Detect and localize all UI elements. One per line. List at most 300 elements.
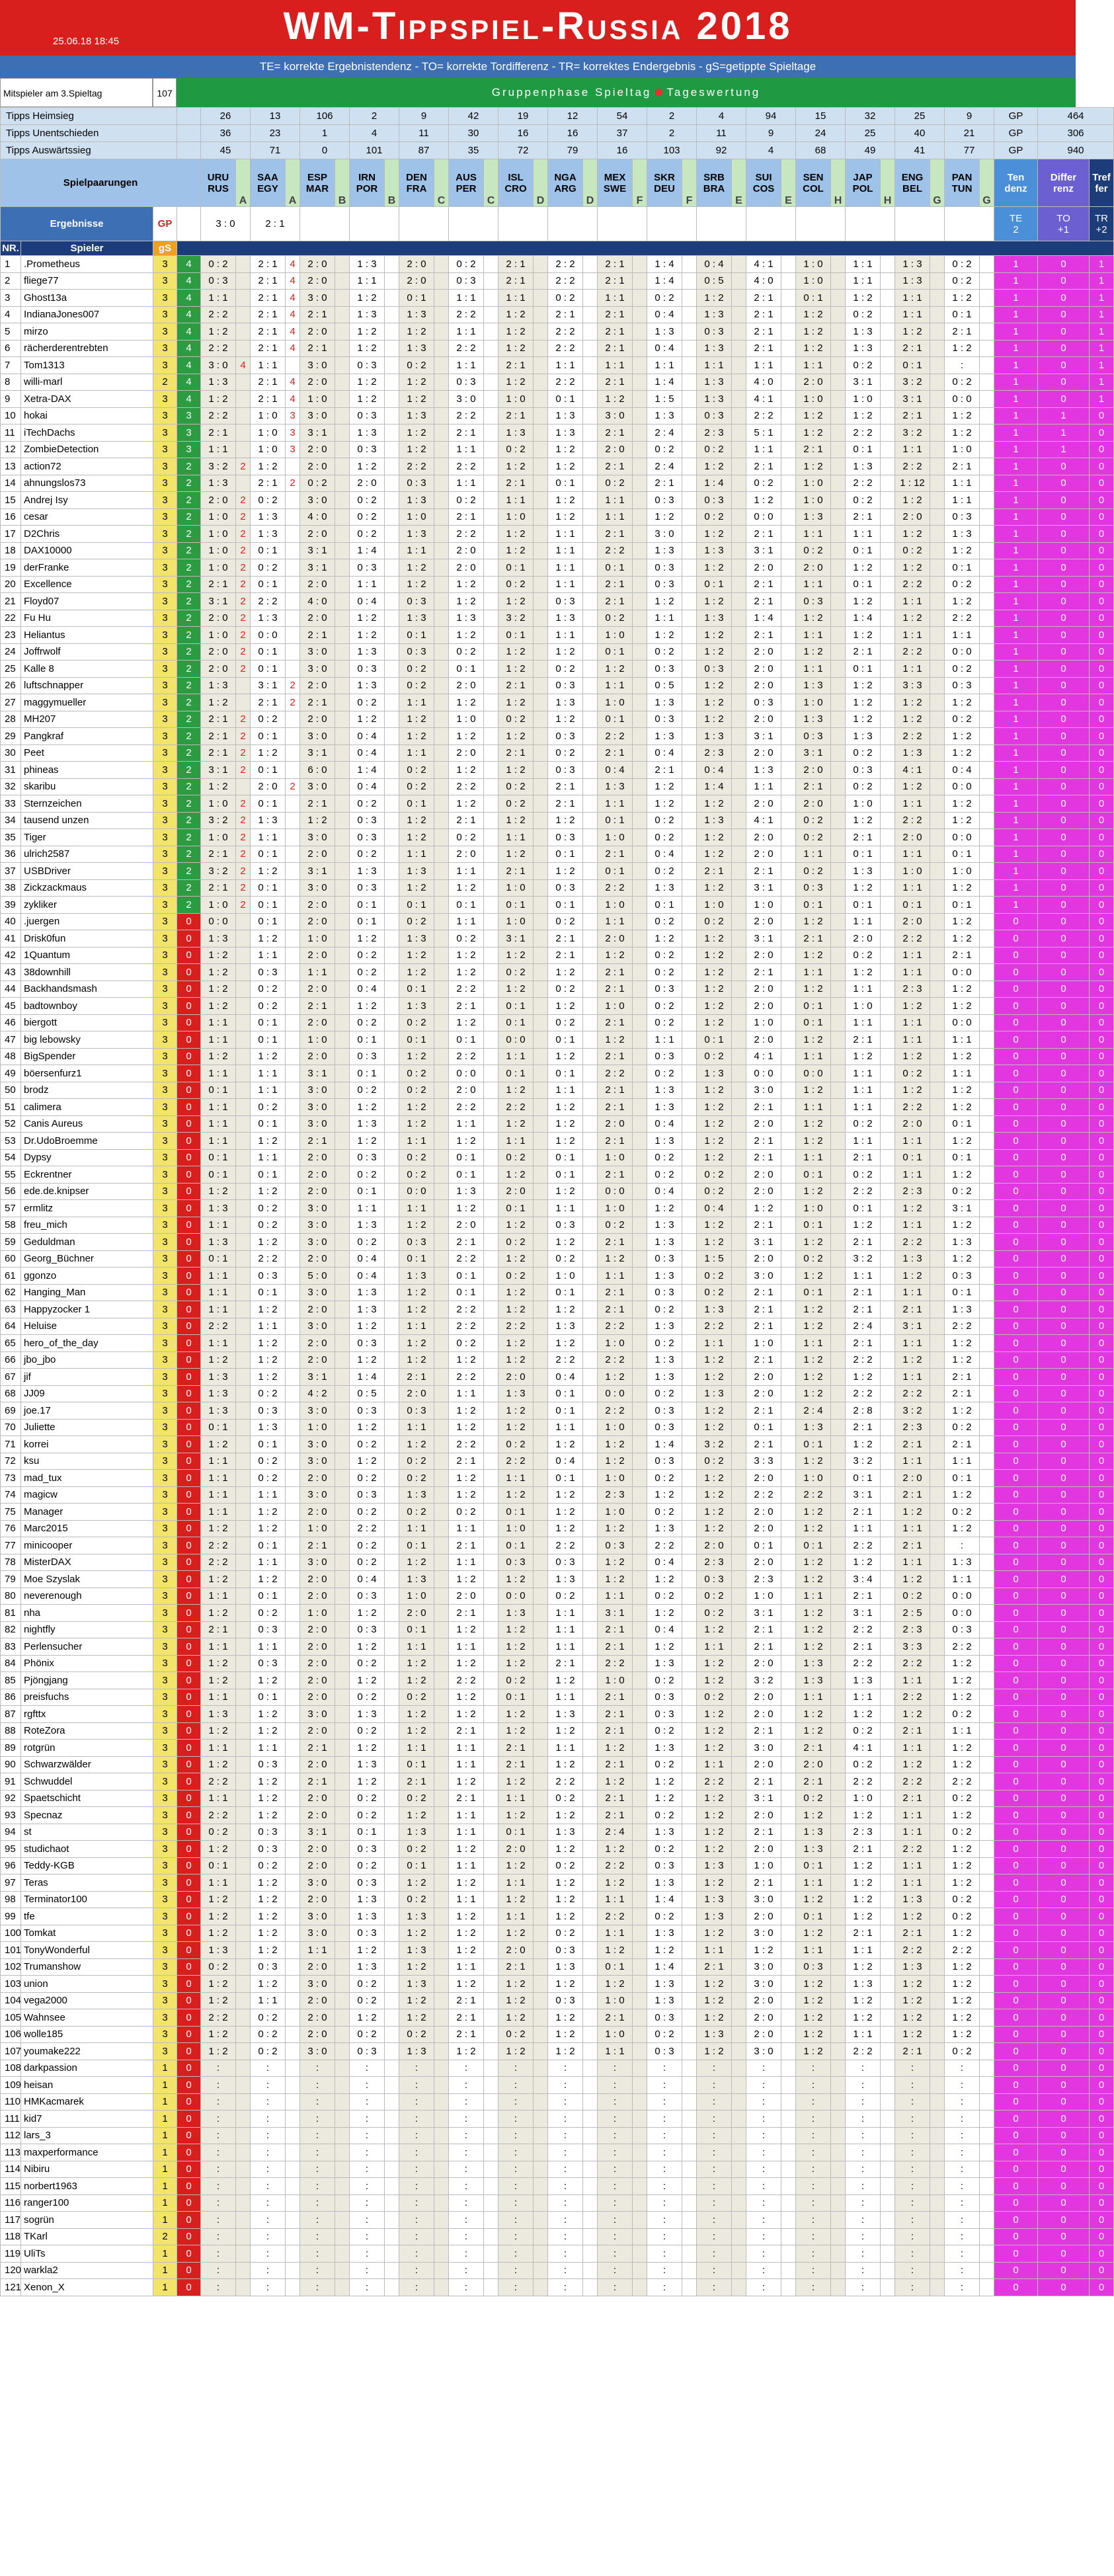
tipp-cell: 1 : 2: [697, 1082, 732, 1099]
tipp-cell: 1 : 2: [498, 1082, 534, 1099]
tipp-points: [434, 1655, 449, 1672]
tipp-points: [385, 1048, 399, 1065]
tr-score: 0: [1090, 1588, 1114, 1605]
tipp-cell: 1 : 3: [846, 863, 881, 880]
tipp-points: [534, 1351, 548, 1369]
tipp-points: [930, 1992, 945, 2009]
tipp-cell: 1 : 2: [945, 1672, 980, 1689]
tipp-points: [980, 1588, 994, 1605]
tipp-points: [930, 407, 945, 424]
tipp-cell: 0 : 2: [201, 1824, 236, 1841]
tipp-cell: 3 : 4: [846, 1571, 881, 1588]
tipp-points: [385, 1706, 399, 1723]
tipp-cell: 2 : 0: [300, 913, 335, 930]
tipp-points: [236, 947, 251, 964]
tipp-points: [434, 762, 449, 779]
player-gs: 1: [153, 2111, 177, 2128]
tipp-points: [980, 1942, 994, 1959]
tipp-points: [980, 1268, 994, 1285]
tipp-points: [385, 1099, 399, 1116]
tipp-points: [434, 913, 449, 930]
tipp-cell: :: [548, 2144, 583, 2161]
player-points: 3: [177, 441, 201, 458]
tipp-points: [335, 1149, 350, 1166]
tipp-cell: 1 : 2: [945, 2026, 980, 2043]
tipp-cell: 1 : 2: [498, 2043, 534, 2060]
tipp-cell: 1 : 1: [449, 913, 484, 930]
player-row: [1, 475, 1114, 492]
player-name: Dypsy: [21, 1149, 153, 1166]
tipp-points: [930, 1740, 945, 1757]
tipp-points: [534, 1385, 548, 1402]
match-pairing: [895, 159, 930, 207]
tipp-cell: 2 : 0: [300, 1807, 335, 1824]
tipp-cell: 0 : 1: [201, 1419, 236, 1436]
tipp-cell: 1 : 2: [895, 610, 930, 627]
tipp-points: [633, 1841, 647, 1858]
stat-value: 106: [300, 108, 350, 125]
tipp-cell: 2 : 2: [449, 306, 484, 323]
match-pairing: [746, 159, 781, 207]
tipp-cell: 0 : 0: [945, 1014, 980, 1031]
tipp-points: [633, 2245, 647, 2263]
tipp-cell: 1 : 2: [697, 711, 732, 728]
player-row: [1, 1250, 1114, 1268]
tipp-points: [633, 542, 647, 559]
tipp-cell: 2 : 0: [300, 1166, 335, 1184]
tipp-points: [980, 2077, 994, 2094]
tipp-cell: 3 : 0: [300, 1318, 335, 1335]
tipp-cell: 1 : 1: [895, 306, 930, 323]
tipp-cell: 1 : 1: [697, 1638, 732, 1656]
tipp-cell: 1 : 2: [945, 1520, 980, 1537]
tipp-points: [236, 1335, 251, 1352]
tipp-points: [286, 846, 300, 863]
tipp-cell: 1 : 3: [598, 778, 633, 795]
te-score: 0: [994, 913, 1038, 930]
tipp-cell: 3 : 0: [300, 1284, 335, 1301]
player-nr: 38: [1, 879, 21, 897]
tipp-cell: 1 : 2: [350, 1351, 385, 1369]
tipp-cell: 2 : 3: [598, 1486, 633, 1504]
tipp-cell: :: [548, 2245, 583, 2263]
tipp-points: [385, 1234, 399, 1251]
player-nr: 93: [1, 1807, 21, 1824]
tipp-points: [434, 1672, 449, 1689]
tipp-points: [236, 407, 251, 424]
tipp-cell: 1 : 3: [647, 728, 682, 745]
tipp-cell: 1 : 3: [697, 1857, 732, 1874]
tipp-cell: 2 : 1: [647, 475, 682, 492]
tipp-cell: 1 : 1: [846, 1065, 881, 1082]
tipp-points: [335, 643, 350, 661]
tipp-cell: 3 : 0: [647, 526, 682, 543]
player-points: 0: [177, 2161, 201, 2178]
tipp-cell: 1 : 2: [201, 1183, 236, 1200]
tipp-cell: :: [399, 2245, 434, 2263]
tipp-cell: 2 : 0: [746, 795, 781, 813]
tipp-cell: 1 : 2: [895, 492, 930, 509]
tipp-cell: 1 : 2: [697, 1722, 732, 1740]
tipp-points: [633, 1807, 647, 1824]
tipp-cell: 2 : 2: [598, 1402, 633, 1420]
tipp-points: [732, 1571, 746, 1588]
tipp-points: [286, 1706, 300, 1723]
tipp-cell: 1 : 2: [548, 1756, 583, 1773]
player-name: Juliette: [21, 1419, 153, 1436]
tipp-cell: 1 : 2: [251, 1335, 286, 1352]
player-points: 0: [177, 913, 201, 930]
tipp-points: [682, 829, 697, 846]
tipp-cell: 2 : 1: [746, 306, 781, 323]
tipp-points: [980, 677, 994, 694]
tipp-points: [881, 424, 895, 442]
tipp-cell: :: [945, 2228, 980, 2245]
tipp-points: [732, 1436, 746, 1453]
tipp-points: [385, 1756, 399, 1773]
tipp-points: [980, 1807, 994, 1824]
player-name: MisterDAX: [21, 1554, 153, 1571]
tipp-points: [831, 1942, 846, 1959]
tipp-points: [980, 2194, 994, 2212]
tipp-cell: :: [598, 2262, 633, 2279]
tipp-points: [881, 1031, 895, 1049]
tipp-cell: 0 : 3: [548, 762, 583, 779]
tipp-points: [484, 1048, 498, 1065]
player-points: 0: [177, 1351, 201, 1369]
tipp-points: [335, 1486, 350, 1504]
tipp-points: [881, 1655, 895, 1672]
player-nr: 85: [1, 1672, 21, 1689]
group-letter: A: [236, 159, 251, 207]
tipp-cell: 1 : 1: [895, 1874, 930, 1892]
player-gs: 3: [153, 357, 177, 374]
tipp-cell: 2 : 0: [300, 374, 335, 391]
tipp-cell: 1 : 2: [895, 2026, 930, 2043]
tipp-cell: 1 : 2: [796, 1453, 831, 1470]
tipp-points: [781, 981, 796, 998]
tipp-points: [534, 728, 548, 745]
tipp-points: [286, 1402, 300, 1420]
match-pairing: [350, 159, 385, 207]
tipp-points: [335, 542, 350, 559]
player-gs: 3: [153, 812, 177, 829]
te-score: 0: [994, 1217, 1038, 1234]
tipp-cell: 0 : 2: [846, 1115, 881, 1133]
tipp-points: [583, 879, 598, 897]
tipp-points: [732, 306, 746, 323]
tipp-points: [881, 1470, 895, 1487]
tipp-cell: 0 : 3: [647, 1857, 682, 1874]
player-nr: 27: [1, 694, 21, 711]
tipp-cell: 1 : 3: [399, 1268, 434, 1285]
tipp-points: [335, 1351, 350, 1369]
tipp-cell: 1 : 3: [399, 610, 434, 627]
tipp-cell: :: [498, 2060, 534, 2077]
player-gs: 3: [153, 1722, 177, 1740]
tipp-cell: 2 : 0: [846, 930, 881, 947]
tipp-points: [930, 1672, 945, 1689]
match-result: [548, 207, 598, 241]
tipp-cell: 0 : 2: [350, 1689, 385, 1706]
player-points: 0: [177, 1486, 201, 1504]
tipp-points: [881, 846, 895, 863]
tipp-cell: 2 : 0: [746, 1706, 781, 1723]
tipp-points: [484, 2228, 498, 2245]
tipp-cell: 1 : 1: [449, 290, 484, 307]
tipp-points: [980, 1284, 994, 1301]
to-score: 0: [1038, 1335, 1090, 1352]
tipp-cell: 2 : 0: [300, 1621, 335, 1638]
te-score: 1: [994, 694, 1038, 711]
tipp-points: [633, 1655, 647, 1672]
tipp-cell: 1 : 2: [251, 458, 286, 475]
tipp-points: [781, 424, 796, 442]
player-name: Wahnsee: [21, 2009, 153, 2027]
tipp-cell: 2 : 1: [598, 1706, 633, 1723]
tipp-cell: 0 : 3: [548, 829, 583, 846]
tipp-cell: 2 : 0: [300, 1250, 335, 1268]
to-score: 0: [1038, 677, 1090, 694]
tipp-points: [484, 1588, 498, 1605]
tipp-points: [286, 458, 300, 475]
tipp-points: [732, 424, 746, 442]
tipp-points: [781, 357, 796, 374]
tipp-points: [484, 2161, 498, 2178]
tipp-cell: :: [548, 2178, 583, 2195]
tipp-points: [930, 1048, 945, 1065]
tipp-points: [732, 2178, 746, 2195]
tipp-cell: 1 : 1: [895, 795, 930, 813]
tipp-cell: 0 : 3: [350, 2043, 385, 2060]
tipp-cell: 1 : 1: [895, 879, 930, 897]
tipp-points: [335, 1672, 350, 1689]
tipp-points: [831, 458, 846, 475]
tipp-cell: 1 : 0: [201, 829, 236, 846]
te-score: 0: [994, 2093, 1038, 2111]
tipp-cell: 1 : 1: [548, 576, 583, 593]
tipp-cell: 0 : 1: [350, 897, 385, 914]
tipp-cell: 2 : 1: [201, 728, 236, 745]
tipp-points: [831, 913, 846, 930]
tipp-points: [236, 1925, 251, 1942]
tipp-cell: 1 : 2: [697, 526, 732, 543]
tipp-cell: 1 : 2: [449, 1200, 484, 1217]
tipp-cell: 2 : 0: [300, 1857, 335, 1874]
tipp-cell: 0 : 4: [647, 340, 682, 357]
tipp-points: [732, 661, 746, 678]
tipp-cell: 1 : 2: [251, 1891, 286, 1908]
tipp-cell: 2 : 4: [647, 458, 682, 475]
tipp-cell: 1 : 1: [251, 357, 286, 374]
player-name: action72: [21, 458, 153, 475]
tipp-points: [781, 1976, 796, 1993]
player-row: [1, 897, 1114, 914]
tipp-cell: 1 : 3: [449, 1183, 484, 1200]
tipp-points: [633, 879, 647, 897]
tipp-cell: 2 : 0: [300, 2009, 335, 2027]
tipp-cell: 1 : 2: [498, 1638, 534, 1656]
te-score: 1: [994, 795, 1038, 813]
tipp-points: [484, 1655, 498, 1672]
tipp-points: [831, 711, 846, 728]
tipp-cell: 0 : 1: [399, 1756, 434, 1773]
tipp-points: [881, 998, 895, 1015]
tipp-cell: 1 : 2: [945, 1976, 980, 1993]
player-row: [1, 1031, 1114, 1049]
tipp-cell: 1 : 2: [846, 1048, 881, 1065]
tipp-points: [633, 357, 647, 374]
tipp-points: 4: [286, 374, 300, 391]
tipp-points: [385, 1082, 399, 1099]
player-gs: 3: [153, 407, 177, 424]
tipp-points: [831, 526, 846, 543]
player-row: [1, 2043, 1114, 2060]
tipp-points: [732, 508, 746, 526]
tipp-points: 2: [236, 458, 251, 475]
tipp-cell: 1 : 3: [201, 1369, 236, 1386]
tipp-points: [583, 1301, 598, 1318]
tipp-cell: 1 : 2: [201, 1655, 236, 1672]
tipp-points: [583, 1065, 598, 1082]
tipp-cell: 0 : 1: [449, 1268, 484, 1285]
tipp-points: [534, 2009, 548, 2027]
tipp-cell: 0 : 1: [350, 913, 385, 930]
tipp-cell: 2 : 0: [201, 610, 236, 627]
group-letter: C: [484, 159, 498, 207]
tipp-cell: 1 : 2: [895, 1756, 930, 1773]
tipp-cell: 1 : 2: [945, 1099, 980, 1116]
tipp-points: [583, 812, 598, 829]
tipp-cell: 1 : 2: [895, 998, 930, 1015]
tipp-points: [583, 1672, 598, 1689]
tipp-cell: 1 : 2: [598, 1942, 633, 1959]
tipp-cell: 0 : 2: [846, 778, 881, 795]
tipp-cell: 1 : 0: [598, 1470, 633, 1487]
tipp-cell: 1 : 1: [449, 1807, 484, 1824]
tipp-cell: 1 : 2: [399, 879, 434, 897]
tipp-cell: :: [350, 2127, 385, 2144]
tipp-cell: 0 : 0: [449, 1065, 484, 1082]
tipp-cell: 5 : 1: [746, 424, 781, 442]
tipp-points: [286, 593, 300, 610]
tipp-points: [335, 711, 350, 728]
tipp-points: [434, 1807, 449, 1824]
player-name: willi-marl: [21, 374, 153, 391]
tipp-points: [732, 407, 746, 424]
home-team: MEX: [604, 171, 626, 183]
to-score: 0: [1038, 2194, 1090, 2212]
tipp-points: [583, 1149, 598, 1166]
tipp-points: [682, 475, 697, 492]
tipp-points: [583, 1722, 598, 1740]
tipp-points: [385, 1402, 399, 1420]
tipp-cell: 1 : 3: [647, 1369, 682, 1386]
tipp-points: [434, 458, 449, 475]
tipp-points: [583, 643, 598, 661]
tipp-cell: :: [647, 2060, 682, 2077]
tipp-cell: 1 : 3: [201, 475, 236, 492]
tipp-points: [980, 290, 994, 307]
away-team: ARG: [554, 182, 577, 194]
tipp-cell: 1 : 2: [201, 1756, 236, 1773]
tipp-cell: 0 : 4: [598, 762, 633, 779]
tipp-points: [534, 1655, 548, 1672]
tipp-points: [980, 694, 994, 711]
tipp-cell: 2 : 2: [846, 1655, 881, 1672]
tipp-cell: 1 : 1: [895, 1014, 930, 1031]
tipp-points: [633, 1874, 647, 1892]
to-label: TO: [1056, 212, 1070, 224]
te-score: 0: [994, 2178, 1038, 2195]
tipp-cell: 1 : 2: [846, 1706, 881, 1723]
tipp-cell: 1 : 2: [201, 1925, 236, 1942]
to-score: 0: [1038, 1621, 1090, 1638]
tipp-cell: 1 : 2: [945, 812, 980, 829]
tipp-points: 4: [286, 256, 300, 273]
tipp-cell: 2 : 2: [746, 1486, 781, 1504]
tipp-points: [732, 762, 746, 779]
tipp-cell: 2 : 0: [300, 947, 335, 964]
tipp-points: [633, 1638, 647, 1656]
player-points: 0: [177, 1824, 201, 1841]
tipp-points: [732, 1234, 746, 1251]
tr-score: 0: [1090, 1655, 1114, 1672]
tipp-points: [881, 677, 895, 694]
player-nr: 82: [1, 1621, 21, 1638]
tipp-cell: 1 : 2: [449, 728, 484, 745]
tr-score: 0: [1090, 1166, 1114, 1184]
tipp-points: [583, 2194, 598, 2212]
tipp-cell: 0 : 2: [697, 1166, 732, 1184]
tipp-cell: 1 : 1: [598, 677, 633, 694]
tipp-cell: 0 : 2: [350, 947, 385, 964]
stat-label: Tipps Heimsieg: [1, 108, 177, 125]
tipp-points: [583, 2144, 598, 2161]
tipp-cell: 2 : 1: [449, 1453, 484, 1470]
tipp-points: [682, 559, 697, 577]
tipp-cell: 2 : 0: [251, 778, 286, 795]
tipp-points: [484, 256, 498, 273]
tipp-points: [335, 424, 350, 442]
tipp-cell: 0 : 2: [251, 2026, 286, 2043]
tipp-cell: 0 : 2: [697, 508, 732, 526]
tipp-points: [335, 2111, 350, 2128]
tipp-points: [732, 1874, 746, 1892]
tipp-cell: 0 : 2: [647, 947, 682, 964]
tipp-points: [236, 1689, 251, 1706]
tipp-cell: 1 : 1: [201, 290, 236, 307]
stat-value: 25: [895, 108, 945, 125]
player-nr: 8: [1, 374, 21, 391]
tipp-cell: 2 : 0: [300, 1756, 335, 1773]
tipp-cell: 2 : 1: [846, 1234, 881, 1251]
player-points: 0: [177, 1638, 201, 1656]
tipp-cell: 1 : 1: [647, 357, 682, 374]
stat-value: 68: [796, 142, 846, 159]
tipp-points: [831, 1891, 846, 1908]
tipp-points: [980, 745, 994, 762]
tipp-points: [335, 1891, 350, 1908]
tr-score: 0: [1090, 1419, 1114, 1436]
player-name: Manager: [21, 1504, 153, 1521]
tipp-cell: 2 : 1: [598, 256, 633, 273]
tipp-points: [534, 863, 548, 880]
tipp-points: [236, 256, 251, 273]
player-name: vega2000: [21, 1992, 153, 2009]
tipp-points: [583, 1419, 598, 1436]
tipp-points: [781, 1402, 796, 1420]
